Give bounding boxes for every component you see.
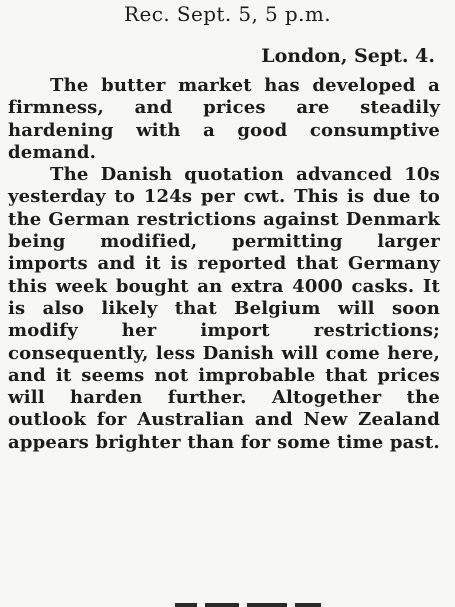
ink-mark [175,603,197,607]
article-body [8,75,440,454]
article-paragraph-1: The butter market has developed a firmness, and prices are steadily hardening with a good consumptive demand. [8,75,440,163]
ink-mark [247,603,287,607]
ink-mark [205,603,239,607]
next-headline-fragment [175,601,325,607]
ink-mark [295,603,321,607]
article-paragraph-2: The Danish quotation advanced 10s yesterday to 124s per cwt. This is due to the German restrictions against Denmark being modified, permitting larger imports and it is reported that Germany this week bought an extra 4000 casks. It is also likely that Belgium will soon modify her import restrictions; consequently, less Danish will come here, and it seems not improbable that prices will harden further. Altogether the outlook for Australian and New Zealand appears brighter than for some time past. [8,164,440,453]
dateline: London, Sept. 4. [261,45,435,67]
received-line: Rec. Sept. 5, 5 p.m. [124,2,331,26]
